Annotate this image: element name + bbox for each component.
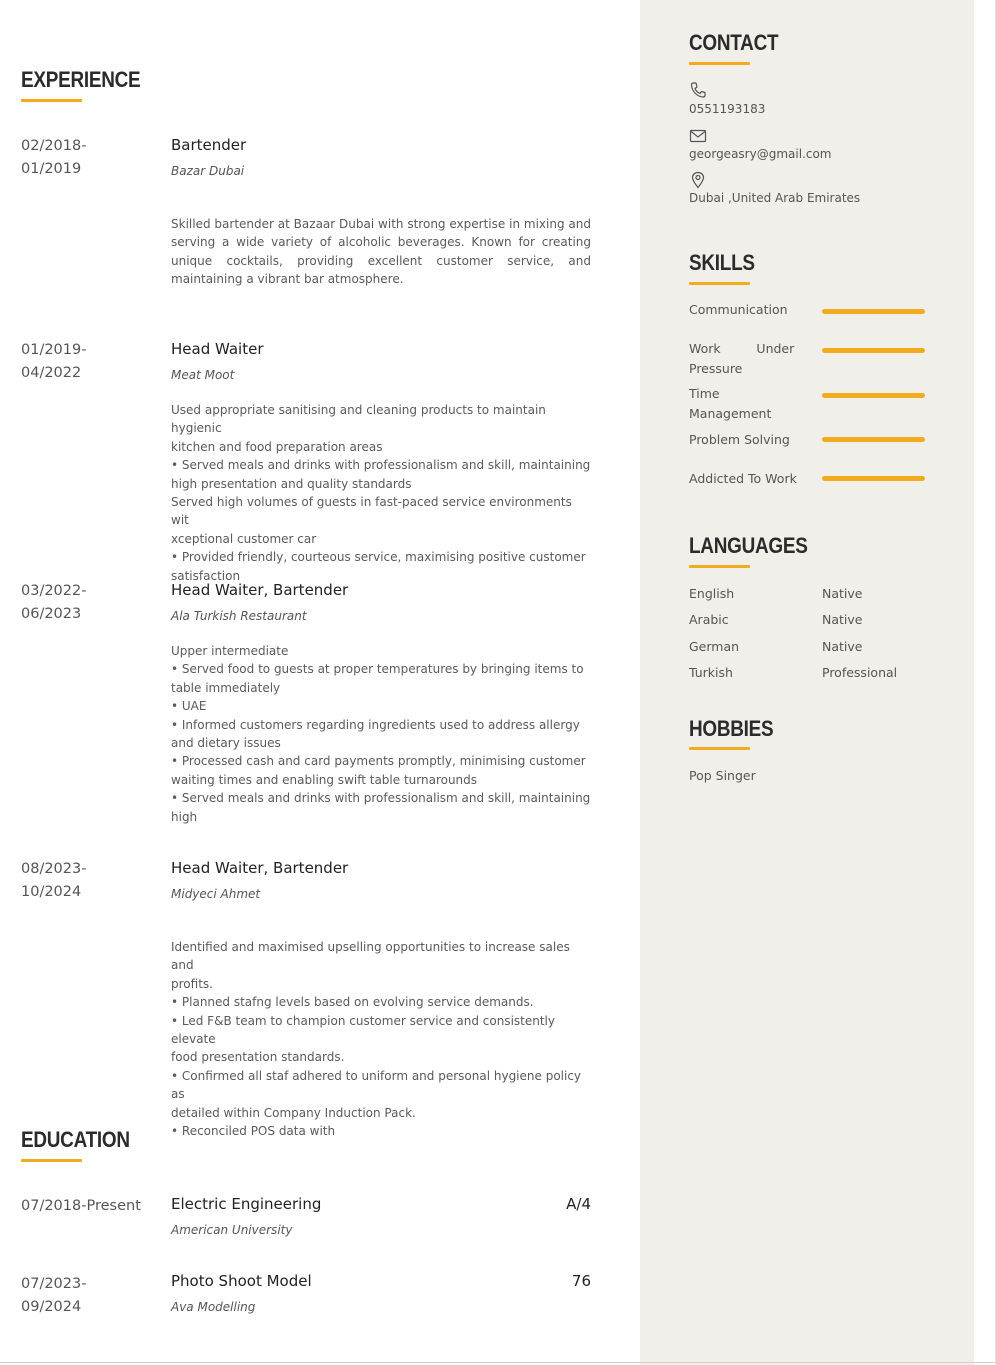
languages-heading: LANGUAGES (689, 533, 808, 558)
skills-heading: SKILLS (689, 250, 755, 275)
location-pin-icon (689, 171, 707, 189)
experience-date: 02/2018- 01/2019 (21, 138, 87, 177)
degree-title: Electric Engineering (171, 1195, 322, 1213)
job-description: Used appropriate sanitising and cleaning products to maintain hygienic kitchen and food preparation areas • Served meals and drinks with professionalism and skill, maintaining high presentation and quality standards Served high volumes of guests in fast-paced service environments wit xceptional customer car • Provided friendly, courteous service, maximising positive customer satisfaction (171, 403, 591, 583)
job-title: Head Waiter, Bartender (171, 859, 349, 877)
education-grade: 76 (571, 1272, 591, 1290)
job-title: Bartender (171, 136, 247, 154)
skills-underline (689, 282, 750, 285)
mail-icon (689, 127, 707, 145)
page-bottom-border (0, 1362, 996, 1363)
contact-phone[interactable]: 0551193183 (689, 102, 766, 116)
language-level: Native (822, 586, 863, 601)
contact-email[interactable]: georgeasry@gmail.com (689, 147, 832, 161)
language-name: Arabic (689, 612, 729, 627)
language-level: Native (822, 639, 863, 654)
skill-label: Communication (689, 302, 788, 317)
language-level: Professional (822, 665, 898, 680)
education-date: 07/2023- 09/2024 (21, 1276, 87, 1315)
contact-underline (689, 62, 750, 65)
language-level: Native (822, 612, 863, 627)
phone-icon (689, 81, 707, 99)
contact-address: Dubai ,United Arab Emirates (689, 191, 861, 205)
education-underline (21, 1159, 82, 1162)
skill-label: Addicted To Work (689, 471, 797, 486)
hobbies-heading: HOBBIES (689, 716, 774, 741)
company-name: Meat Moot (171, 368, 235, 382)
skill-label: Problem Solving (689, 432, 790, 447)
job-description: Upper intermediate • Served food to guests at proper temperatures by bringing items to table immediately • UAE • Informed customers regarding ingredients used to address allergy and dietary issues • Processed cash and card payments promptly, minimising customer waiting times and enabling swift table turnarounds • Served meals and drinks with professionalism and skill, maintaining high (171, 644, 591, 824)
language-name: English (689, 586, 735, 601)
education-date: 07/2018-Present (21, 1198, 141, 1214)
skill-level-bar (822, 393, 925, 398)
skill-level-bar (822, 348, 925, 353)
languages-underline (689, 565, 750, 568)
education-grade: A/4 (566, 1195, 591, 1213)
job-title: Head Waiter (171, 340, 264, 358)
language-name: Turkish (689, 665, 733, 680)
experience-underline (21, 99, 82, 102)
skill-level-bar (822, 437, 925, 442)
experience-heading: EXPERIENCE (21, 67, 141, 92)
degree-title: Photo Shoot Model (171, 1272, 312, 1290)
job-title: Head Waiter, Bartender (171, 581, 349, 599)
job-description: Identified and maximised upselling opportunities to increase sales and profits. • Planned stafng levels based on evolving service demands. • Led F&B team to champion customer service and consistently elevate food presentation standards. • Confirmed all staf adhered to uniform and personal hygiene policy as detailed within Company Induction Pack. • Reconciled POS data with (171, 940, 582, 1139)
job-description: Skilled bartender at Bazaar Dubai with strong expertise in mixing and serving a wide variety of alcoholic beverages. Known for creating unique cocktails, providing excellent customer service, and maintaining a vibrant bar atmosphere. (171, 217, 591, 287)
skill-label: Time Management (689, 386, 772, 421)
experience-date: 03/2022- 06/2023 (21, 583, 87, 622)
school-name: American University (171, 1223, 293, 1237)
experience-date: 01/2019- 04/2022 (21, 342, 87, 381)
experience-date: 08/2023- 10/2024 (21, 861, 87, 900)
skill-level-bar (822, 476, 925, 481)
language-name: German (689, 639, 740, 654)
skill-level-bar (822, 309, 925, 314)
hobby-item: Pop Singer (689, 768, 756, 783)
company-name: Bazar Dubai (171, 164, 245, 178)
company-name: Ala Turkish Restaurant (171, 609, 307, 623)
hobbies-underline (689, 747, 750, 750)
skill-label: Work Under Pressure (689, 341, 795, 376)
school-name: Ava Modelling (171, 1300, 256, 1314)
company-name: Midyeci Ahmet (171, 887, 261, 901)
education-heading: EDUCATION (21, 1127, 130, 1152)
contact-heading: CONTACT (689, 30, 779, 55)
